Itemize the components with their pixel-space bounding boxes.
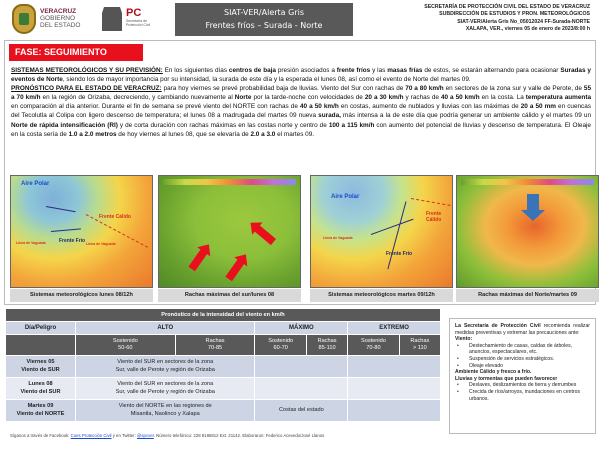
table-row xyxy=(6,356,441,378)
text: presión asociados a xyxy=(275,67,337,74)
cold-front-line xyxy=(46,206,76,212)
alto-cell xyxy=(76,378,255,400)
sub-header-label: Sostenido xyxy=(360,338,386,344)
logo-line: GOBIERNO xyxy=(40,15,76,22)
wind-gust-map-image xyxy=(158,175,301,288)
text: Síganos a través de Facebook: xyxy=(10,433,71,438)
text: por la tarde-noche con velocidades de xyxy=(251,94,365,102)
text: en comparación al día anterior. Durante el fin de semana se prevé viento del NORTE con rachas de xyxy=(11,103,300,111)
text: recomienda realizar medidas preventivas y extremar las precauciones ante: xyxy=(455,323,590,336)
cold-front-line xyxy=(387,201,406,269)
map-gallery xyxy=(10,175,590,303)
list-item: • Crecida de ríos/arroyos, inundaciones en centros urbanos. xyxy=(455,389,590,402)
systems-heading: SISTEMAS METEOROLÓGICOS Y SU PREVISIÓN: xyxy=(11,67,163,74)
wind-direction: Viento de SUR xyxy=(21,366,60,373)
sub-header-range: 85-110 xyxy=(318,345,336,351)
text: en sectores de la zona sur y valle de Perote, de xyxy=(443,85,584,93)
cold-front-line xyxy=(371,219,414,235)
sub-header xyxy=(306,335,347,356)
alto-cell xyxy=(76,400,255,422)
emphasis: temperatura aumenta xyxy=(525,94,592,102)
emphasis: 20 a 50 mm xyxy=(520,103,556,111)
emphasis: La Secretaría de Protección Civil xyxy=(455,323,541,329)
emphasis: Norte de rápida intensificación (RI) xyxy=(11,121,118,129)
list-item: • Deslaves, deslizamientos de tierra y derrumbes xyxy=(455,382,590,389)
emphasis: 2.0 a 3.0 xyxy=(250,130,276,138)
maximo-cell xyxy=(255,356,348,378)
emphasis: 20 a 30 km/h xyxy=(364,94,404,102)
table-row xyxy=(6,378,441,400)
cell-text: Viento del SUR en sectores de la zona xyxy=(117,359,214,365)
maximo-cell: Costas del estado xyxy=(255,400,348,422)
column-header: MÁXIMO xyxy=(255,322,348,335)
sub-header-range: > 110 xyxy=(412,345,427,351)
map-card-systems-monday xyxy=(10,175,153,300)
alert-subtitle: Frentes fríos – Surada - Norte xyxy=(205,21,323,30)
sub-header-label: Rachas xyxy=(205,338,225,344)
cell-text: Sur, valle de Perote y región de Orizaba xyxy=(115,388,215,395)
sub-header-range: 70-85 xyxy=(207,345,223,351)
text: , siendo los de mayor importancia por su intensidad, la surada de este día y la esperada el lunes 08, así como el evento de Norte del martes 09. xyxy=(62,76,471,84)
extremo-cell xyxy=(348,378,441,400)
logo-line: DEL ESTADO xyxy=(40,22,81,29)
footer xyxy=(10,433,590,438)
emphasis: centros de baja xyxy=(228,67,276,74)
wind-gust-map-image xyxy=(456,175,599,288)
sub-header xyxy=(175,335,255,356)
issuer-info xyxy=(424,4,590,34)
text: de hoy viernes al lunes 08, que se elevaría de xyxy=(116,130,251,138)
list-item: • Oleaje elevado xyxy=(455,363,590,370)
sub-header-range: 50-60 xyxy=(118,345,133,351)
day-cell xyxy=(6,400,76,422)
sub-header xyxy=(399,335,440,356)
map-label: Aire Polar xyxy=(21,181,50,187)
day-label: Viernes 05 xyxy=(26,359,55,365)
emphasis: 1.0 a 2.0 metros xyxy=(68,130,117,138)
map-card-south-gusts xyxy=(158,175,301,300)
map-caption: Rachas máximas del sur/lunes 08 xyxy=(158,289,301,302)
map-caption: Sistemas meteorológicos martes 09/12h xyxy=(310,289,453,302)
pc-sub: Protección Civil xyxy=(126,23,151,27)
bulletin-text xyxy=(11,66,591,139)
synoptic-map-image xyxy=(10,175,153,288)
wind-direction: Viento del SUR xyxy=(20,388,61,395)
column-header: Día/Peligro xyxy=(6,322,76,335)
wind-forecast-table xyxy=(5,308,441,422)
contact-text: . Número telefónico: 228 8186812 Ext. 21142. Elaboraron: Federico Acevedo/José Llanos xyxy=(153,433,325,438)
emphasis: masas frías xyxy=(387,67,423,74)
map-label: Frente Frío xyxy=(386,251,413,257)
text: con aumento del potencial de lluvias y descenso de temperatura. El Oleaje en la costa sería de xyxy=(11,121,591,138)
cold-front-line xyxy=(51,228,81,232)
recommendations-box xyxy=(449,318,596,434)
synoptic-map-image xyxy=(310,175,453,288)
map-label: Línea de Vaguada xyxy=(86,242,116,246)
map-colorbar xyxy=(461,179,594,185)
emphasis: Norte xyxy=(234,94,252,102)
alert-title-box xyxy=(175,3,353,36)
emphasis: frente fríos xyxy=(336,67,371,74)
systems-paragraph xyxy=(11,66,591,84)
emphasis: 40 a 50 km/h xyxy=(299,103,339,111)
cell-text: Misantla, Naolinco y Xalapa xyxy=(130,410,200,417)
emphasis: surada, xyxy=(318,112,341,120)
table-sub-header-row xyxy=(6,335,441,356)
emphasis: 55 a 70 km/h xyxy=(11,85,592,102)
day-cell xyxy=(6,378,76,400)
table-row xyxy=(6,400,441,422)
pc-abbr: PC xyxy=(126,7,142,19)
map-label: Línea de Vaguada xyxy=(16,241,46,245)
pc-sub: Secretaría de xyxy=(126,19,148,23)
sub-header xyxy=(76,335,176,356)
emphasis: 40 a 50 km/h xyxy=(440,94,480,102)
text: y de corta duración con rachas máximas en las costas norte y centro de xyxy=(117,121,329,129)
day-cell xyxy=(6,356,76,378)
sub-header-label: Rachas xyxy=(410,338,430,344)
text: el martes 09. xyxy=(275,130,315,138)
veracruz-government-logo xyxy=(40,8,80,29)
sub-header-label: Rachas xyxy=(317,338,337,344)
red-arrow-icon xyxy=(225,259,244,282)
table-title: Pronóstico de la intensidad del viento en km/h xyxy=(6,309,441,322)
forecast-heading: PRONÓSTICO PARA EL ESTADO DE VERACRUZ: xyxy=(11,85,162,93)
text: en la costa. La xyxy=(479,94,526,102)
map-caption: Rachas máximas del Norte/martes 09 xyxy=(456,289,599,302)
twitter-link[interactable]: @spcver xyxy=(137,433,154,438)
day-label: Lunes 08 xyxy=(28,381,53,387)
map-label: Frente Cálido xyxy=(99,214,131,220)
cell-text: Sur, valle de Perote y región de Orizaba xyxy=(115,366,215,373)
column-header: ALTO xyxy=(76,322,255,335)
text: más intensa a la de este día que podría generar un ambiente cálido y el martes 09 un xyxy=(340,112,591,120)
map-label: Frente Frío xyxy=(59,238,86,244)
emphasis: Suradas y eventos de Norte xyxy=(11,67,591,84)
text: en cuencas del Tecolutla al Colipa con ligero descenso de temperatura; el lunes 08 a madrugada del martes 09 nueva xyxy=(11,103,592,120)
logo-line: VERACRUZ xyxy=(40,8,77,15)
sub-header-range: 60-70 xyxy=(273,345,288,351)
issuer-dept: SUBDIRECCIÓN DE ESTUDIOS Y PRON. METEOROLÓGICOS xyxy=(439,11,590,18)
maximo-cell xyxy=(255,378,348,400)
table-levels-row xyxy=(6,322,441,335)
phase-badge: FASE: SEGUIMIENTO xyxy=(9,44,143,61)
sub-header-range: 70-80 xyxy=(366,345,381,351)
red-arrow-icon xyxy=(188,249,207,272)
text: para hoy viernes se prevé probabilidad baja de lluvias. Viento del Sur con rachas de xyxy=(161,85,406,93)
day-label: Martes 09 xyxy=(27,403,54,409)
alto-cell xyxy=(76,356,255,378)
empty-cell xyxy=(6,335,76,356)
temperature-heading: Ambiente Cálido y fresco a frío. xyxy=(455,369,532,376)
veracruz-coat-of-arms-icon xyxy=(12,4,36,34)
map-label: Aire Polar xyxy=(331,194,360,200)
map-colorbar xyxy=(163,179,296,185)
text: de estos, se estarán alternando para ocasionar xyxy=(422,67,561,74)
map-card-systems-tuesday xyxy=(310,175,453,300)
text: y rachas de xyxy=(403,94,441,102)
list-item: • Suspensión de servicios estratégicos. xyxy=(455,356,590,363)
wind-risk-list xyxy=(455,343,590,369)
recommendations-intro xyxy=(455,323,590,336)
wind-heading: Viento: xyxy=(455,336,473,343)
cell-text: Viento del SUR en sectores de la zona xyxy=(117,381,214,387)
header xyxy=(0,0,600,40)
text: y las xyxy=(370,67,388,74)
red-arrow-icon xyxy=(254,225,276,245)
civil-protection-logo xyxy=(126,8,150,27)
emphasis: 70 a 80 km/h xyxy=(405,85,444,93)
sub-header xyxy=(348,335,399,356)
forecast-paragraph xyxy=(11,84,591,139)
text: en la región de Orizaba, decreciendo, y cambiando nuevamente al xyxy=(40,94,235,102)
alert-title: SIAT-VER/Alerta Gris xyxy=(223,8,304,17)
sub-header xyxy=(255,335,306,356)
extremo-cell xyxy=(348,400,441,422)
warm-front-line xyxy=(411,198,451,206)
list-item: • Destechamiento de casas, caídas de árboles, anuncios, espectaculares, etc. xyxy=(455,343,590,356)
column-header: EXTREMO xyxy=(348,322,441,335)
rain-heading: Lluvias y tormentas que pueden favorecer xyxy=(455,375,558,382)
sub-header-label: Sostenido xyxy=(112,338,138,344)
text: y en Twitter: xyxy=(111,433,137,438)
facebook-link[interactable]: Coes Protección Civil xyxy=(70,433,112,438)
map-label: Línea de Vaguada xyxy=(323,236,353,240)
blue-arrow-down-icon xyxy=(527,194,539,210)
bulletin-number: SIAT-VER/Alerta Gris No_05012024 FF-Surada-NORTE xyxy=(457,18,590,25)
rain-risk-list xyxy=(455,382,590,402)
map-card-north-gusts xyxy=(456,175,599,300)
text: en costas, aumento de nublados y lluvias con las máximas de xyxy=(338,103,521,111)
issuer-org: SECRETARÍA DE PROTECCIÓN CIVIL DEL ESTADO DE VERACRUZ xyxy=(424,4,590,10)
extremo-cell xyxy=(348,356,441,378)
map-label: Frente Cálido xyxy=(426,211,442,223)
map-caption: Sistemas meteorológicos lunes 08/12h xyxy=(10,289,153,302)
cell-text: Viento del NORTE en las regiones de xyxy=(118,403,212,409)
bulletin-date: XALAPA, VER., viernes 05 de enero de 2023/8:00 h xyxy=(465,26,590,33)
civil-protection-shield-icon xyxy=(102,7,122,31)
emphasis: 100 a 115 km/h xyxy=(328,121,375,129)
table-title-row xyxy=(6,309,441,322)
wind-direction: Viento del NORTE xyxy=(16,410,65,417)
sub-header-label: Sostenido xyxy=(268,338,294,344)
text: En los siguientes días xyxy=(162,67,229,74)
